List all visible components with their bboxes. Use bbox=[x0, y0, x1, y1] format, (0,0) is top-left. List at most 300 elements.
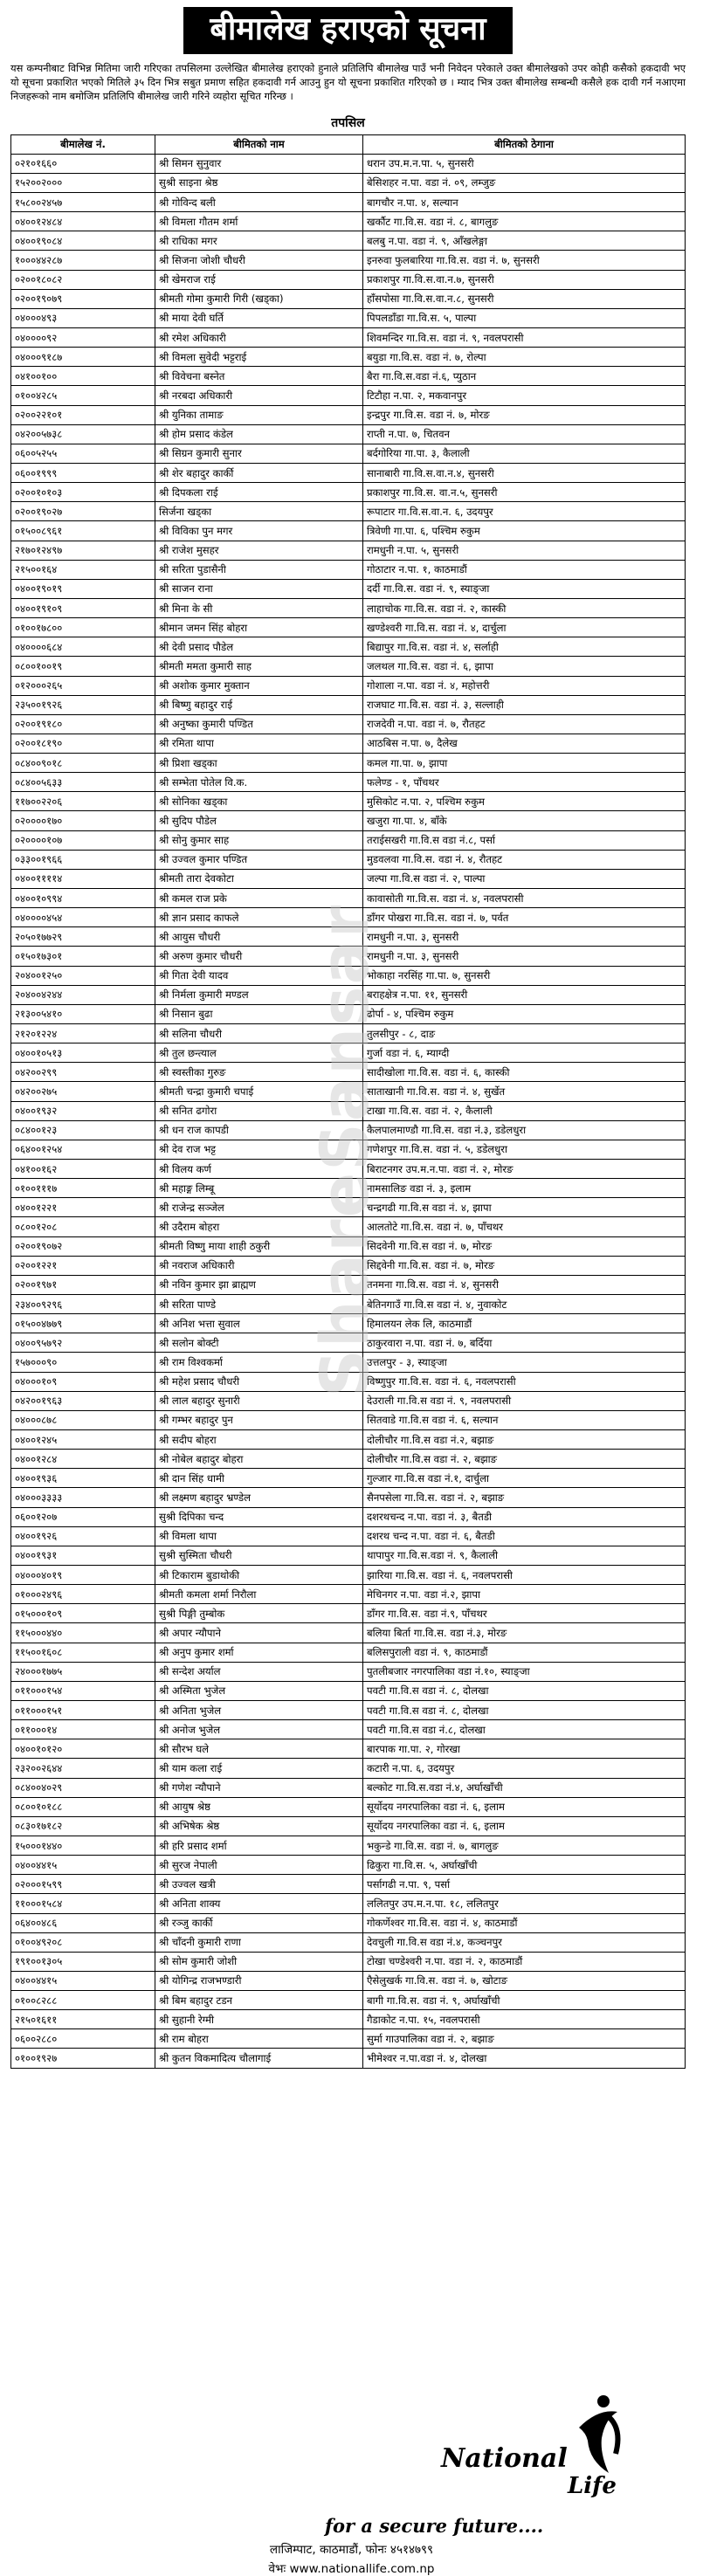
insured-address-cell: कटारी न.पा. ६, उदयपुर bbox=[363, 1759, 686, 1778]
policy-number-cell: ०४०००८७८ bbox=[11, 1410, 155, 1429]
table-row bbox=[11, 657, 686, 676]
insured-address-cell: दोलीचौर गा.वि.स वडा नं. २, बझाङ bbox=[363, 1450, 686, 1469]
table-row bbox=[11, 1720, 686, 1739]
policy-number-cell: ०४००१२४५ bbox=[11, 1429, 155, 1449]
policy-number-cell: ०१००४२८५ bbox=[11, 386, 155, 405]
table-row bbox=[11, 1024, 686, 1043]
insured-name-cell: श्री तुल छन्त्याल bbox=[155, 1043, 363, 1063]
policy-number-cell: ०२०००१५९९ bbox=[11, 1875, 155, 1894]
policy-number-cell: ०३३००१९६६ bbox=[11, 850, 155, 869]
logo-word-life: Life bbox=[568, 2473, 617, 2499]
insured-name-cell: श्री आयुस चौधरी bbox=[155, 927, 363, 947]
insured-address-cell: झारिया गा.वि.स. वडा नं. ६, नवलपरासी bbox=[363, 1565, 686, 1584]
table-row bbox=[11, 386, 686, 405]
insured-name-cell: श्री गम्भर बहादुर पुन bbox=[155, 1410, 363, 1429]
insured-name-cell: श्री अशोक कुमार मुक्तान bbox=[155, 676, 363, 695]
table-row bbox=[11, 985, 686, 1004]
insured-name-cell: श्री राम विश्वकर्मा bbox=[155, 1353, 363, 1372]
table-row bbox=[11, 618, 686, 637]
policy-number-cell: ०८४००१२३ bbox=[11, 1120, 155, 1140]
table-body bbox=[11, 154, 686, 2068]
insured-address-cell: टाखा गा.वि.स. वडा नं. २, कैलाली bbox=[363, 1101, 686, 1120]
insured-address-cell: कमल गा.पा. ७, झापा bbox=[363, 754, 686, 773]
table-row bbox=[11, 424, 686, 444]
intro-paragraph: यस कम्पनीबाट विभिन्न मितिमा जारी गरिएका तपसिलमा उल्लेखित बीमालेख हराएको हुनाले प्रतिलिपि बीमालेख पाउँ भनी निवेदन परेकाले उक्त बीमालेखको उपर कोही कसैको हकदावी भए यो सूचना प्रकाशित भएको मितिले ३५ दिन भित्र सबुत प्रमाण सहित हकदावी गर्न आउनु हुन यो सूचना प्रकाशित गरिएको छ । म्याद भित्र उक्त बीमालेख सम्बन्धी कसैले हक दावी गर्न नआएमा निजहरूको नाम बमोजिम प्रतिलिपि बीमालेख जारी गरिने व्यहोरा सूचित गरिन्छ । bbox=[10, 62, 686, 103]
policy-number-cell: ०११०००१५४ bbox=[11, 1681, 155, 1700]
insured-address-cell: सुर्मा गाउपालिका वडा नं. २, बझाङ bbox=[363, 2029, 686, 2049]
table-row bbox=[11, 1101, 686, 1120]
policy-number-cell: २१५०१६११ bbox=[11, 2010, 155, 2029]
insured-name-cell: श्री आयुष श्रेष्ठ bbox=[155, 1797, 363, 1816]
insured-name-cell: श्री उज्वल कुमार पण्डित bbox=[155, 850, 363, 869]
policy-number-cell: ०८००१२०८ bbox=[11, 1217, 155, 1236]
insured-name-cell: श्री अनिश भत्ता सुवाल bbox=[155, 1314, 363, 1333]
insured-address-cell: नामसालिङ वडा नं. ३, इलाम bbox=[363, 1179, 686, 1198]
table-row bbox=[11, 1991, 686, 2010]
person-logo-icon bbox=[572, 2393, 624, 2476]
insured-name-cell: श्री राजेन्द्र सञ्जेल bbox=[155, 1198, 363, 1217]
insured-address-cell: गैडाकोट न.पा. १५, नवलपरासी bbox=[363, 2010, 686, 2029]
insured-name-cell: श्री महेश प्रसाद चौधरी bbox=[155, 1372, 363, 1391]
policy-number-cell: ०१५०१७३०१ bbox=[11, 947, 155, 966]
insured-name-cell: श्री अनिता भुजेल bbox=[155, 1700, 363, 1719]
insured-address-cell: प्रकाशपुर गा.वि.स. वा.न.५, सुनसरी bbox=[363, 483, 686, 502]
insured-address-cell: टिटौहा न.पा. २, मकवानपुर bbox=[363, 386, 686, 405]
insured-address-cell: बलिया बिर्ता गा.वि.स. वडा नं.३, मोरङ bbox=[363, 1623, 686, 1643]
insured-name-cell: श्री रमिता थापा bbox=[155, 734, 363, 753]
insured-address-cell: तुलसीपुर - ८, दाङ bbox=[363, 1024, 686, 1043]
policy-number-cell: २३४००९२९६ bbox=[11, 1295, 155, 1314]
table-row bbox=[11, 212, 686, 231]
insured-name-cell: श्री नविन कुमार झा ब्राह्मण bbox=[155, 1275, 363, 1294]
table-row bbox=[11, 714, 686, 734]
table-row bbox=[11, 1372, 686, 1391]
table-row bbox=[11, 1952, 686, 1971]
insured-name-cell: श्री सुहानी रेग्मी bbox=[155, 2010, 363, 2029]
insured-address-cell: सितवाडे गा.वि.स वडा नं. ६, सल्यान bbox=[363, 1410, 686, 1429]
header-insured-name: बीमितको नाम bbox=[155, 134, 363, 154]
insured-name-cell: श्री टिकाराम बुडाथोकी bbox=[155, 1565, 363, 1584]
policy-number-cell: ०४००४४१५ bbox=[11, 1856, 155, 1875]
insured-name-cell: श्री माया देवी घर्ति bbox=[155, 308, 363, 327]
insured-address-cell: टोखा चण्डेश्वरी न.पा. वडा नं. २, काठमाडौं bbox=[363, 1952, 686, 1971]
policy-number-cell: ०२१०१६६० bbox=[11, 154, 155, 173]
insured-name-cell: श्री स्वस्तीका गुरुङ bbox=[155, 1063, 363, 1082]
insured-address-cell: ठाकुरवारा न.पा. वडा नं. ७, बर्दिया bbox=[363, 1333, 686, 1353]
table-row bbox=[11, 1450, 686, 1469]
policy-number-cell: ०४००१९२६ bbox=[11, 1526, 155, 1546]
insured-address-cell: बेतिनगाउँ गा.वि.स वडा नं. ४, नुवाकोट bbox=[363, 1295, 686, 1314]
table-row bbox=[11, 1623, 686, 1643]
table-row bbox=[11, 483, 686, 502]
table-row bbox=[11, 154, 686, 173]
policy-number-cell: ०८००१००१९ bbox=[11, 657, 155, 676]
table-row bbox=[11, 734, 686, 753]
table-row bbox=[11, 947, 686, 966]
insured-address-cell: गुल्जार गा.वि.स वडा नं.१, दार्चुला bbox=[363, 1469, 686, 1488]
policy-number-cell: ११५०००४४० bbox=[11, 1623, 155, 1643]
insured-name-cell: श्री लक्ष्मण बहादुर भ्रण्डेल bbox=[155, 1488, 363, 1507]
insured-name-cell: श्री महाङ्ग लिम्बू bbox=[155, 1179, 363, 1198]
insured-address-cell: डाँगर पोखरा गा.वि.स. वडा नं. ७, पर्वत bbox=[363, 908, 686, 927]
insured-name-cell: श्री नरबदा अधिकारी bbox=[155, 386, 363, 405]
policy-number-cell: ०२००१९०७९ bbox=[11, 289, 155, 308]
policy-number-cell: ०४००१९३१ bbox=[11, 1546, 155, 1565]
insured-address-cell: दोलीचौर गा.वि.स वडा नं.२, बझाङ bbox=[363, 1429, 686, 1449]
insured-address-cell: भोकाहा नरसिंह गा.पा. ७, सुनसरी bbox=[363, 966, 686, 985]
policy-number-cell: ०८४००५६३३ bbox=[11, 773, 155, 792]
insured-name-cell: श्री होम प्रसाद कंडेल bbox=[155, 424, 363, 444]
policy-number-cell: ०१५०००१०९ bbox=[11, 1604, 155, 1623]
policy-number-cell: ०१००८२८८ bbox=[11, 1991, 155, 2010]
policy-number-cell: २१३००५४१० bbox=[11, 1004, 155, 1023]
policy-number-cell: ०४१००१६२ bbox=[11, 1160, 155, 1179]
insured-address-cell: मुसिकोट न.पा. २, पश्चिम रुकुम bbox=[363, 792, 686, 811]
table-row bbox=[11, 1507, 686, 1526]
insured-address-cell: देवचुली गा.वि.स वडा नं.४, कञ्चनपुर bbox=[363, 1932, 686, 1952]
table-row bbox=[11, 1759, 686, 1778]
table-row bbox=[11, 444, 686, 463]
table-row bbox=[11, 1526, 686, 1546]
insured-name-cell: श्री देव राज भट्ट bbox=[155, 1140, 363, 1159]
table-row bbox=[11, 463, 686, 482]
insured-address-cell: पवटी गा.वि.स वडा नं.८, दोलखा bbox=[363, 1720, 686, 1739]
insured-address-cell: बलिसपुराली वडा नं. ९, काठमाडौं bbox=[363, 1643, 686, 1662]
policy-number-cell: ०२००००१०७ bbox=[11, 830, 155, 850]
policy-number-cell: ०६००१२०७ bbox=[11, 1507, 155, 1526]
policy-number-cell: ०४०००१०९ bbox=[11, 1372, 155, 1391]
insured-address-cell: लाहाचोक गा.वि.स. वडा नं. २, कास्की bbox=[363, 598, 686, 617]
insured-address-cell: खण्डेश्वरी गा.वि.स. वडा नं. ४, दार्चुला bbox=[363, 618, 686, 637]
policy-number-cell: ०४२००५७३८ bbox=[11, 424, 155, 444]
insured-name-cell: श्री सोम कुमारी जोशी bbox=[155, 1952, 363, 1971]
notice-title: बीमालेख हराएको सूचना bbox=[183, 7, 512, 54]
insured-address-cell: बेसिशहर न.पा. वडा नं. ०९, लम्जुङ bbox=[363, 173, 686, 192]
insured-name-cell: श्रीमती चन्द्रा कुमारी चपाई bbox=[155, 1082, 363, 1101]
policy-number-cell: ०२००१९७१ bbox=[11, 1275, 155, 1294]
policy-number-cell: २१५००१६४ bbox=[11, 560, 155, 579]
insured-address-cell: बिद्यापुर गा.वि.स. वडा नं. ४, सर्लाही bbox=[363, 637, 686, 657]
policy-number-cell: ०४००१०१२० bbox=[11, 1739, 155, 1759]
table-row bbox=[11, 289, 686, 308]
table-row bbox=[11, 850, 686, 869]
insured-address-cell: एैसेलुखर्क गा.वि.स. वडा नं. ७, खोटाङ bbox=[363, 1971, 686, 1990]
policy-number-cell: ०२००१२२१ bbox=[11, 1256, 155, 1275]
policy-number-cell: २३२००२६४४ bbox=[11, 1759, 155, 1778]
table-row bbox=[11, 1198, 686, 1217]
header-insured-address: बीमितको ठेगाना bbox=[363, 134, 686, 154]
policy-number-cell: ०६००२८८० bbox=[11, 2029, 155, 2049]
insured-address-cell: फलेण्ड - १, पाँचथर bbox=[363, 773, 686, 792]
table-row bbox=[11, 1894, 686, 1913]
insured-name-cell: श्रीमती कमला शर्मा निरौला bbox=[155, 1585, 363, 1604]
policy-number-cell: ०४२००१९६३ bbox=[11, 1391, 155, 1410]
insured-name-cell: श्री सुदिप पौडेल bbox=[155, 811, 363, 830]
insured-address-cell: मेचिनगर न.पा. वडा नं.२, झापा bbox=[363, 1585, 686, 1604]
insured-address-cell: बल्कोट गा.वि.स.वडा नं.४, अर्घाखाँची bbox=[363, 1778, 686, 1797]
insured-address-cell: विष्णुपुर गा.वि.स. वडा नं. ६, नवलपरासी bbox=[363, 1372, 686, 1391]
policy-number-cell: ०१००१७८०० bbox=[11, 618, 155, 637]
table-row bbox=[11, 792, 686, 811]
title-wrap bbox=[10, 0, 686, 54]
table-row bbox=[11, 367, 686, 386]
table-row bbox=[11, 502, 686, 521]
table-row bbox=[11, 1256, 686, 1275]
insured-name-cell: श्री रमेश अधिकारी bbox=[155, 327, 363, 347]
policy-number-cell: ०८४००९०१८ bbox=[11, 754, 155, 773]
insured-address-cell: गोठाटार न.पा. १, काठमाडौं bbox=[363, 560, 686, 579]
insured-name-cell: श्री बिष्णु बहादुर राई bbox=[155, 695, 363, 714]
insured-name-cell: श्री याम कला राई bbox=[155, 1759, 363, 1778]
insured-address-cell: राप्ती न.पा. ७, चितवन bbox=[363, 424, 686, 444]
insured-address-cell: बैरा गा.वि.स.वडा नं.६, प्युठान bbox=[363, 367, 686, 386]
insured-address-cell: रामधुनी न.पा. ३, सुनसरी bbox=[363, 947, 686, 966]
insured-address-cell: साताखानी गा.वि.स. वडा नं. ४, सुर्खेत bbox=[363, 1082, 686, 1101]
insured-name-cell: श्री राधिका मगर bbox=[155, 231, 363, 251]
insured-name-cell: श्रीमती तारा देवकोटा bbox=[155, 869, 363, 888]
insured-address-cell: शिवमन्दिर गा.वि.स. वडा नं. ९, नवलपरासी bbox=[363, 327, 686, 347]
table-row bbox=[11, 1681, 686, 1700]
table-row bbox=[11, 1797, 686, 1816]
insured-name-cell: श्री कमल राज प्रके bbox=[155, 889, 363, 908]
table-row bbox=[11, 695, 686, 714]
insured-address-cell: पवटी गा.वि.स वडा नं. ८, दोलखा bbox=[363, 1681, 686, 1700]
insured-address-cell: मुडवलवा गा.वि.स. वडा नं. ४, रौतहट bbox=[363, 850, 686, 869]
table-row bbox=[11, 1314, 686, 1333]
policy-number-cell: २३५००१९२६ bbox=[11, 695, 155, 714]
insured-address-cell: सिद्दवेनी गा.वि.स. वडा नं. ७, मोरङ bbox=[363, 1256, 686, 1275]
company-address: लाजिम्पाट, काठमाडौं, फोनः ४५१४७९९ bbox=[269, 2543, 434, 2557]
insured-name-cell: श्री अनिता शाक्य bbox=[155, 1894, 363, 1913]
table-row bbox=[11, 327, 686, 347]
insured-name-cell: श्री विमला गौतम शर्मा bbox=[155, 212, 363, 231]
table-row bbox=[11, 1160, 686, 1179]
insured-address-cell: चन्द्रगढी गा.वि.स वडा नं. ४, झापा bbox=[363, 1198, 686, 1217]
insured-name-cell: श्री सोनिका खड्का bbox=[155, 792, 363, 811]
insured-address-cell: रामधुनी न.पा. ५, सुनसरी bbox=[363, 541, 686, 560]
table-row bbox=[11, 1236, 686, 1256]
table-row bbox=[11, 308, 686, 327]
table-row bbox=[11, 1469, 686, 1488]
table-row bbox=[11, 1391, 686, 1410]
table-row bbox=[11, 1836, 686, 1855]
table-row bbox=[11, 1295, 686, 1314]
insured-address-cell: ढोर्पा - ४, पश्चिम रुकुम bbox=[363, 1004, 686, 1023]
policy-number-cell: ०११०००१५१ bbox=[11, 1700, 155, 1719]
insured-address-cell: बराहक्षेत्र न.पा. ११, सुनसरी bbox=[363, 985, 686, 1004]
table-row bbox=[11, 231, 686, 251]
table-subtitle: तपसिल bbox=[331, 115, 365, 130]
insured-address-cell: धरान उप.म.न.पा. ५, सुनसरी bbox=[363, 154, 686, 173]
policy-number-cell: ०४००१९३६ bbox=[11, 1469, 155, 1488]
table-row bbox=[11, 1082, 686, 1101]
table-row bbox=[11, 1410, 686, 1429]
insured-address-cell: दशरथ चन्द न.पा. वडा नं. ६, बैतडी bbox=[363, 1526, 686, 1546]
insured-name-cell: श्री अनुप कुमार शर्मा bbox=[155, 1643, 363, 1662]
table-header-row bbox=[11, 134, 686, 154]
policy-number-cell: ०१५००४७७९ bbox=[11, 1314, 155, 1333]
table-row bbox=[11, 1778, 686, 1797]
insured-address-cell: दशरथचन्द न.पा. वडा नं. ३, बैतडी bbox=[363, 1507, 686, 1526]
policy-number-cell: २०४००१२५० bbox=[11, 966, 155, 985]
insured-address-cell: पुतलीबजार नगरपालिका वडा नं.१०, स्याङ्जा bbox=[363, 1662, 686, 1681]
insured-name-cell: श्रीमती ममता कुमारी साह bbox=[155, 657, 363, 676]
insured-name-cell: श्री विमला थापा bbox=[155, 1526, 363, 1546]
insured-name-cell: श्री उदैराम बोहरा bbox=[155, 1217, 363, 1236]
table-row bbox=[11, 1120, 686, 1140]
policy-number-cell: ०१००१११७ bbox=[11, 1179, 155, 1198]
insured-address-cell: कावासोती गा.वि.स. वडा नं. ४, नवलपरासी bbox=[363, 889, 686, 908]
policy-number-cell: २०४००४२४४ bbox=[11, 985, 155, 1004]
policy-number-cell: ०२००००१७० bbox=[11, 811, 155, 830]
table-row bbox=[11, 1353, 686, 1372]
policy-number-cell: ०४००१२४८४ bbox=[11, 212, 155, 231]
insured-address-cell: पिपलडाँडा गा.वि.स. ५, पाल्पा bbox=[363, 308, 686, 327]
insured-name-cell: श्री उज्वल खत्री bbox=[155, 1875, 363, 1894]
insured-address-cell: जलथल गा.वि.स. वडा नं. ६, झापा bbox=[363, 657, 686, 676]
watermark: ShareSansar bbox=[306, 903, 383, 1397]
policy-number-cell: ०२००२२१०१ bbox=[11, 405, 155, 424]
table-row bbox=[11, 889, 686, 908]
insured-address-cell: गुर्जा वडा नं. ६, म्याग्दी bbox=[363, 1043, 686, 1063]
policy-number-cell: ०४००००६८४ bbox=[11, 637, 155, 657]
insured-address-cell: आलतोटे गा.वि.स. वडा नं. ७, पाँचथर bbox=[363, 1217, 686, 1236]
policy-number-cell: ०१२०००२६५ bbox=[11, 676, 155, 695]
insured-name-cell: श्री सलोन बोक्टी bbox=[155, 1333, 363, 1353]
table-row bbox=[11, 1932, 686, 1952]
policy-number-cell: १५८००२४५७ bbox=[11, 192, 155, 211]
policy-number-cell: ०४००१०५१३ bbox=[11, 1043, 155, 1063]
table-row bbox=[11, 754, 686, 773]
insured-address-cell: बागी गा.वि.स. वडा नं. ९, अर्घाखाँची bbox=[363, 1991, 686, 2010]
insured-address-cell: बारपाक गा.पा. २, गोरखा bbox=[363, 1739, 686, 1759]
table-row bbox=[11, 560, 686, 579]
table-row bbox=[11, 1043, 686, 1063]
insured-address-cell: ढिकुरा गा.वि.स. ५, अर्घाखाँची bbox=[363, 1856, 686, 1875]
table-row bbox=[11, 2010, 686, 2029]
insured-address-cell: भीमेश्वर न.पा.वडा नं. ४, दोलखा bbox=[363, 2049, 686, 2068]
insured-name-cell: श्री रञ्जु कार्की bbox=[155, 1913, 363, 1932]
table-row bbox=[11, 1217, 686, 1236]
insured-address-cell: इनरुवा फुलबारिया गा.वि.स. वडा नं. ७, सुनसरी bbox=[363, 251, 686, 270]
policy-number-cell: १९१००१३०५ bbox=[11, 1952, 155, 1971]
insured-address-cell: गोशाला न.पा. वडा नं. ४, महोत्तरी bbox=[363, 676, 686, 695]
policy-number-cell: ०४०००४०१९ bbox=[11, 1565, 155, 1584]
table-row bbox=[11, 1429, 686, 1449]
policy-number-cell: ११७००२२०६ bbox=[11, 792, 155, 811]
table-row bbox=[11, 1140, 686, 1159]
insured-name-cell: श्री साजन राना bbox=[155, 579, 363, 598]
insured-address-cell: तनमना गा.वि.स. वडा नं. ४, सुनसरी bbox=[363, 1275, 686, 1294]
table-row bbox=[11, 1565, 686, 1584]
insured-address-cell: राजदेवी न.पा. वडा नं. ७, रौतहट bbox=[363, 714, 686, 734]
policy-number-cell: ०४००९५७९२ bbox=[11, 1333, 155, 1353]
insured-name-cell: श्री सोनु कुमार साह bbox=[155, 830, 363, 850]
policy-number-cell: ०४००१९१०९ bbox=[11, 598, 155, 617]
policy-number-cell: ०२००१९०२७ bbox=[11, 502, 155, 521]
policy-number-cell: ०४०००३३३३ bbox=[11, 1488, 155, 1507]
insured-name-cell: श्री सदीप बोहरा bbox=[155, 1429, 363, 1449]
insured-name-cell: श्री गणेश न्यौपाने bbox=[155, 1778, 363, 1797]
policy-number-cell: ०८४००४०२९ bbox=[11, 1778, 155, 1797]
insured-address-cell: तराईसखरी गा.वि.स वडा नं.८, पर्सा bbox=[363, 830, 686, 850]
insured-address-cell: हाँसपोसा गा.वि.स.वा.न.८, सुनसरी bbox=[363, 289, 686, 308]
insured-name-cell: श्री खेमराज राई bbox=[155, 270, 363, 289]
insured-address-cell: कैलपालमाण्डौ गा.वि.स. वडा नं.३, डडेलधुरा bbox=[363, 1120, 686, 1140]
table-row bbox=[11, 348, 686, 367]
policy-table bbox=[10, 134, 686, 2069]
insured-address-cell: पर्सागढी न.पा. ९, पर्सा bbox=[363, 1875, 686, 1894]
insured-name-cell: श्री अरुण कुमार चौधरी bbox=[155, 947, 363, 966]
table-row bbox=[11, 966, 686, 985]
insured-name-cell: श्री धन राज कापडी bbox=[155, 1120, 363, 1140]
policy-number-cell: ०४००१२८४ bbox=[11, 1450, 155, 1469]
policy-number-cell: ०६४००४८६ bbox=[11, 1913, 155, 1932]
insured-name-cell: श्री बिम बहादुर टडन bbox=[155, 1991, 363, 2010]
policy-number-cell: १०००४४२८७ bbox=[11, 251, 155, 270]
insured-name-cell: सुश्री पिङ्गी तुम्बोक bbox=[155, 1604, 363, 1623]
policy-number-cell: ११०००१५८४ bbox=[11, 1894, 155, 1913]
insured-address-cell: सादीखोला गा.वि.स. वडा नं. ६, कास्की bbox=[363, 1063, 686, 1082]
insured-address-cell: हिमालयन लेक लि, काठमाडौं bbox=[363, 1314, 686, 1333]
insured-name-cell: श्री सलिना चौधरी bbox=[155, 1024, 363, 1043]
insured-name-cell: श्री नवराज अधिकारी bbox=[155, 1256, 363, 1275]
table-row bbox=[11, 1875, 686, 1894]
insured-name-cell: श्री हरि प्रसाद शर्मा bbox=[155, 1836, 363, 1855]
table-row bbox=[11, 521, 686, 541]
insured-name-cell: श्री अनोज भुजेल bbox=[155, 1720, 363, 1739]
insured-name-cell: श्री मिना के सी bbox=[155, 598, 363, 617]
insured-address-cell: गणेशपुर गा.वि.स. वडा नं. ५, डडेलधुरा bbox=[363, 1140, 686, 1159]
insured-address-cell: राजघाट गा.वि.स. वडा नं. ३, सल्लाही bbox=[363, 695, 686, 714]
table-row bbox=[11, 676, 686, 695]
policy-number-cell: ०४००११११४ bbox=[11, 869, 155, 888]
table-row bbox=[11, 1700, 686, 1719]
policy-number-cell: ०२००१८०८२ bbox=[11, 270, 155, 289]
table-row bbox=[11, 1913, 686, 1932]
insured-name-cell: श्री लाल बहादुर सुनारी bbox=[155, 1391, 363, 1410]
insured-name-cell: श्रीमती विष्णु माया शाही ठकुरी bbox=[155, 1236, 363, 1256]
table-row bbox=[11, 637, 686, 657]
table-row bbox=[11, 1643, 686, 1662]
insured-name-cell: श्री योगिन्द्र राजभण्डारी bbox=[155, 1971, 363, 1990]
insured-address-cell: देउराली गा.वि.स वडा नं. ९, नवलपरासी bbox=[363, 1391, 686, 1410]
policy-number-cell: ०२००१९१८० bbox=[11, 714, 155, 734]
policy-number-cell: ०१००४९२०८ bbox=[11, 1932, 155, 1952]
header-policy-number: बीमालेख नं. bbox=[11, 134, 155, 154]
insured-address-cell: बयुडा गा.वि.स. वडा नं. ७, रोल्पा bbox=[363, 348, 686, 367]
insured-address-cell: भकुन्डे गा.वि.स. वडा नं. ७, बागलुङ bbox=[363, 1836, 686, 1855]
insured-name-cell: श्री राम बोहरा bbox=[155, 2029, 363, 2049]
insured-address-cell: जल्पा गा.वि.स वडा नं. २, पाल्पा bbox=[363, 869, 686, 888]
policy-number-cell: ०४००१२२१ bbox=[11, 1198, 155, 1217]
insured-name-cell: श्री अपार न्यौपाने bbox=[155, 1623, 363, 1643]
insured-name-cell: श्री सिजना जोशी चौधरी bbox=[155, 251, 363, 270]
table-row bbox=[11, 1971, 686, 1990]
policy-number-cell: ०२००१९०७२ bbox=[11, 1236, 155, 1256]
policy-number-cell: १५२००२००० bbox=[11, 173, 155, 192]
insured-name-cell: श्री सरिता पुडासैनी bbox=[155, 560, 363, 579]
policy-number-cell: ०४००४४१५ bbox=[11, 1971, 155, 1990]
insured-name-cell: श्री विमला सुवेदी भट्टराई bbox=[155, 348, 363, 367]
policy-number-cell: १५०००१४४० bbox=[11, 1836, 155, 1855]
insured-name-cell: श्री ज्ञान प्रसाद काफले bbox=[155, 908, 363, 927]
insured-name-cell: श्री विलय कर्ण bbox=[155, 1160, 363, 1179]
insured-name-cell: श्री शेर बहादुर कार्की bbox=[155, 463, 363, 482]
insured-name-cell: श्री सनित ढगोरा bbox=[155, 1101, 363, 1120]
policy-number-cell: २१२०१२२४ bbox=[11, 1024, 155, 1043]
insured-address-cell: रामधुनी न.पा. ३, सुनसरी bbox=[363, 927, 686, 947]
